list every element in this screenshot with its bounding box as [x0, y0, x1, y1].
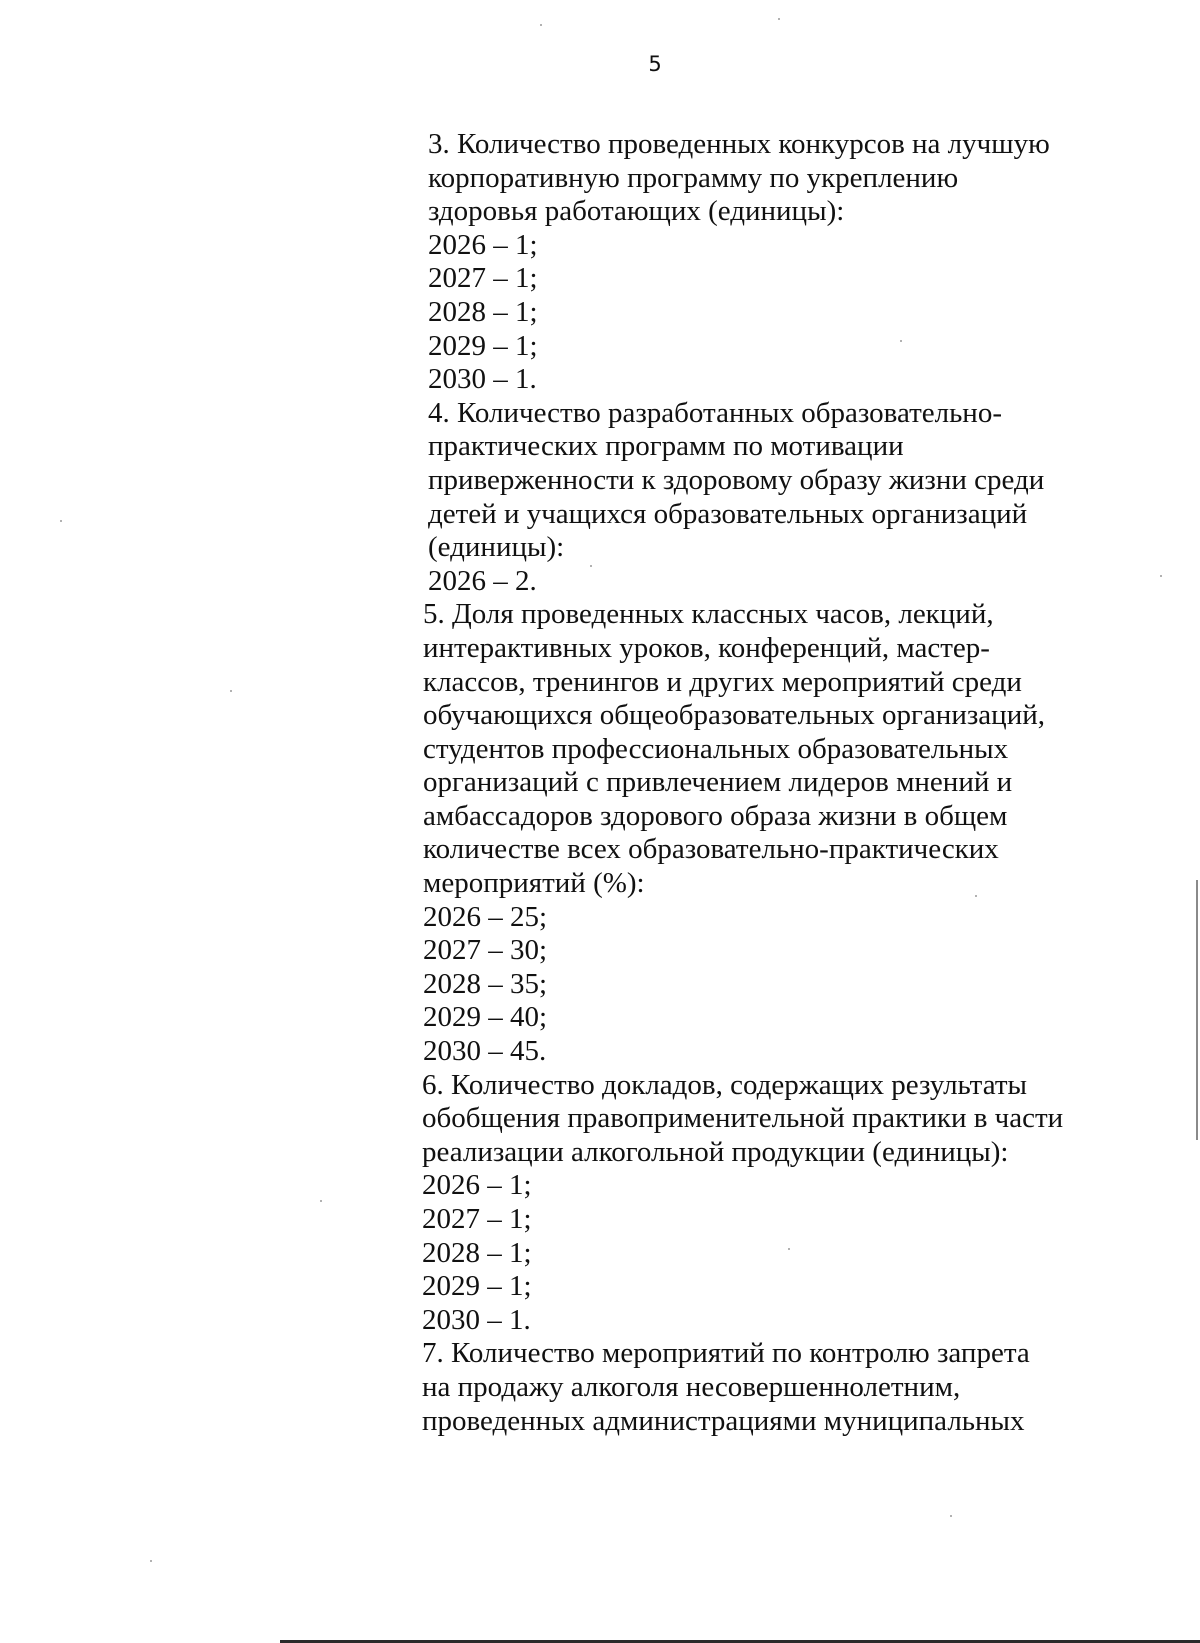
text-line: интерактивных уроков, конференций, мастер-	[423, 631, 990, 664]
text-line: амбассадоров здорового образа жизни в общем	[423, 799, 1008, 832]
text-line: здоровья работающих (единицы):	[428, 195, 845, 228]
text-line: 7. Количество мероприятий по контролю запрета	[422, 1337, 1030, 1370]
scan-speck	[788, 1248, 790, 1250]
year-value-line: 2030 – 45.	[423, 1035, 547, 1068]
scan-speck	[950, 1515, 952, 1517]
scan-speck	[975, 895, 977, 897]
year-value-line: 2030 – 1.	[422, 1303, 531, 1336]
year-value-line: 2028 – 1;	[422, 1236, 532, 1269]
text-line: приверженности к здоровому образу жизни среди	[428, 463, 1045, 496]
text-line: 5. Доля проведенных классных часов, лекций,	[423, 598, 994, 631]
section-5-events-share	[423, 598, 1168, 1068]
text-line: классов, тренингов и других мероприятий среди	[423, 665, 1022, 698]
text-line: организаций с привлечением лидеров мнений и	[423, 766, 1013, 799]
section-7-alcohol-control	[422, 1337, 1168, 1438]
scan-speck	[900, 340, 902, 342]
year-value-line: 2029 – 1;	[422, 1270, 532, 1303]
year-value-line: 2026 – 1;	[422, 1169, 532, 1202]
text-line: мероприятий (%):	[423, 867, 645, 900]
text-line: 3. Количество проведенных конкурсов на лучшую	[428, 128, 1050, 160]
page-number: 5	[648, 52, 662, 76]
year-value-line: 2029 – 40;	[423, 1001, 548, 1034]
year-value-line: 2026 – 1;	[428, 228, 538, 261]
text-line: 6. Количество докладов, содержащих результаты	[422, 1068, 1027, 1101]
scan-edge-line	[1196, 880, 1198, 1140]
year-value-line: 2027 – 30;	[423, 934, 548, 967]
scan-speck	[540, 24, 542, 26]
text-line: детей и учащихся образовательных организаций	[428, 497, 1028, 530]
section-3-corporate-programs	[428, 128, 1168, 397]
text-line: практических программ по мотивации	[428, 430, 904, 463]
text-line: на продажу алкоголя несовершеннолетним,	[422, 1370, 961, 1403]
text-line: корпоративную программу по укреплению	[428, 161, 959, 194]
year-value-line: 2028 – 35;	[423, 967, 548, 1000]
text-line: обобщения правоприменительной практики в части	[422, 1102, 1064, 1135]
scan-speck	[1160, 575, 1162, 577]
year-value-line: 2029 – 1;	[428, 329, 538, 362]
scan-speck	[320, 1200, 322, 1202]
year-value-line: 2028 – 1;	[428, 295, 538, 328]
text-line: (единицы):	[428, 531, 565, 564]
year-value-line: 2026 – 25;	[423, 900, 548, 933]
text-line: 4. Количество разработанных образовательно-	[428, 396, 1002, 429]
scan-speck	[590, 565, 592, 567]
section-4-educational-programs	[428, 397, 1168, 599]
scan-speck	[230, 690, 232, 692]
year-value-line: 2027 – 1;	[428, 262, 538, 295]
document-body	[422, 128, 1168, 1438]
scan-speck	[60, 520, 62, 522]
scan-speck	[150, 1560, 152, 1562]
text-line: реализации алкогольной продукции (единицы):	[422, 1135, 1009, 1168]
year-value-line: 2027 – 1;	[422, 1203, 532, 1235]
year-value-line: 2030 – 1.	[428, 363, 537, 396]
scan-speck	[778, 18, 780, 20]
text-line: студентов профессиональных образовательных	[423, 732, 1009, 765]
section-6-reports	[422, 1069, 1168, 1338]
text-line: обучающихся общеобразовательных организаций,	[423, 699, 1045, 732]
text-line: количестве всех образовательно-практических	[423, 833, 999, 866]
year-value-line: 2026 – 2.	[428, 564, 537, 597]
text-line: проведенных администрациями муниципальных	[422, 1404, 1025, 1437]
